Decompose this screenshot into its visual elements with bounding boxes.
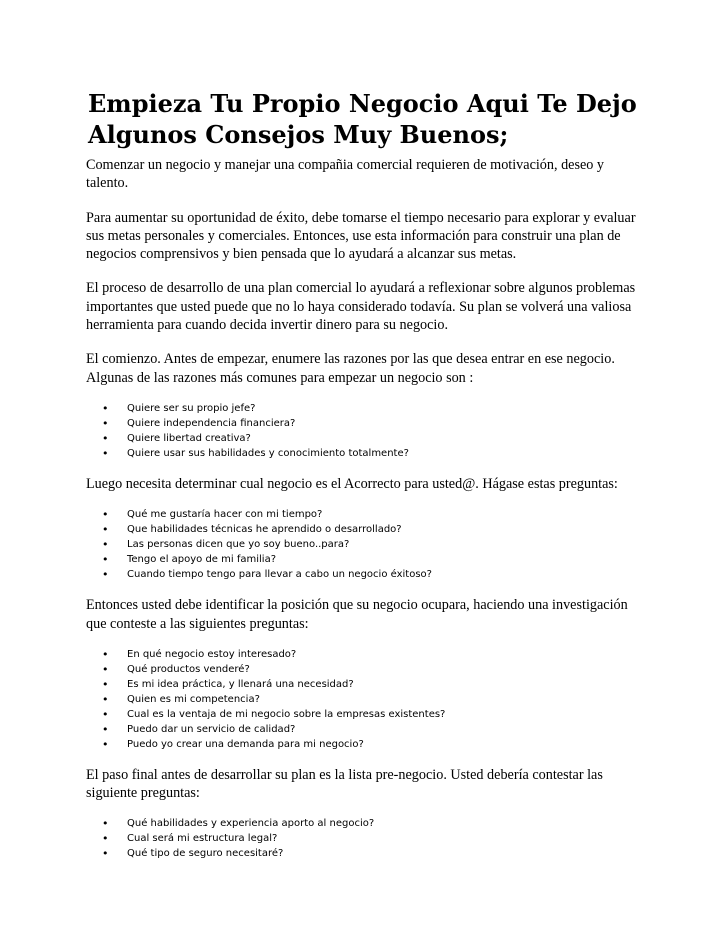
list-item bbox=[100, 401, 648, 416]
paragraph: Para aumentar su oportunidad de éxito, debe tomarse el tiempo necesario para explorar y evaluar sus metas personales y comerciales. Entonces, use esta información para construir una plan de negocios comprensivos y bien pensada que lo ayudará a alcanzar sus metas. bbox=[86, 209, 636, 263]
document-sections bbox=[86, 156, 648, 861]
paragraph: El paso final antes de desarrollar su plan es la lista pre-negocio. Usted debería contestar las siguiente preguntas: bbox=[86, 766, 603, 802]
list-item bbox=[100, 552, 648, 567]
bullet-icon: • bbox=[102, 568, 109, 582]
bullet-list bbox=[86, 816, 648, 861]
paragraph: El comienzo. Antes de empezar, enumere las razones por las que desea entrar en ese negocio. Algunas de las razones más comunes para empezar un negocio son : bbox=[86, 351, 615, 386]
bullet-icon: • bbox=[102, 431, 109, 445]
list-item-text: Quien es mi competencia? bbox=[127, 693, 260, 705]
list-item bbox=[100, 662, 648, 677]
bullet-icon: • bbox=[102, 722, 109, 736]
bullet-icon: • bbox=[102, 677, 109, 691]
list-item-text: Qué productos venderé? bbox=[127, 663, 250, 675]
list-item-text: Quiere ser su propio jefe? bbox=[127, 402, 256, 414]
list-item-text: Puedo dar un servicio de calidad? bbox=[127, 723, 296, 735]
list-item-text: Cual es la ventaja de mi negocio sobre la empresas existentes? bbox=[127, 708, 446, 720]
bullet-icon: • bbox=[102, 707, 109, 721]
bullet-list bbox=[86, 401, 648, 461]
list-item bbox=[100, 692, 648, 707]
list-item bbox=[100, 831, 648, 846]
list-item-text: Las personas dicen que yo soy bueno..para? bbox=[127, 539, 350, 551]
bullet-icon: • bbox=[102, 647, 109, 661]
paragraph: Comenzar un negocio y manejar una compañia comercial requieren de motivación, deseo y talento. bbox=[86, 157, 605, 192]
bullet-list bbox=[86, 647, 648, 752]
bullet-icon: • bbox=[102, 416, 109, 430]
list-item-text: Quiere libertad creativa? bbox=[127, 432, 251, 444]
bullet-icon: • bbox=[102, 538, 109, 552]
list-item-text: Puedo yo crear una demanda para mi negocio? bbox=[127, 738, 364, 750]
paragraph: El proceso de desarrollo de una plan comercial lo ayudará a reflexionar sobre algunos problemas importantes que usted puede que no lo haya considerado todavía. Su plan se volverá una valiosa herramienta para cuando decida invertir dinero para su negocio. bbox=[86, 280, 636, 334]
list-item bbox=[100, 722, 648, 737]
list-item-text: Qué me gustaría hacer con mi tiempo? bbox=[127, 509, 323, 521]
list-item-text: Es mi idea práctica, y llenará una necesidad? bbox=[127, 678, 354, 690]
list-item-text: Tengo el apoyo de mi familia? bbox=[127, 554, 276, 566]
bullet-icon: • bbox=[102, 847, 109, 861]
list-item bbox=[100, 522, 648, 537]
list-item-text: En qué negocio estoy interesado? bbox=[127, 648, 297, 660]
bullet-icon: • bbox=[102, 692, 109, 706]
list-item bbox=[100, 707, 648, 722]
list-item bbox=[100, 846, 648, 861]
list-item-text: Qué habilidades y experiencia aporto al negocio? bbox=[127, 818, 375, 830]
list-item bbox=[100, 567, 648, 582]
bullet-icon: • bbox=[102, 523, 109, 537]
paragraph: Entonces usted debe identificar la posición que su negocio ocupara, haciendo una investigación que conteste a las siguientes preguntas: bbox=[86, 597, 628, 632]
list-item bbox=[100, 677, 648, 692]
bullet-icon: • bbox=[102, 737, 109, 751]
bullet-icon: • bbox=[102, 662, 109, 676]
list-item bbox=[100, 647, 648, 662]
list-item bbox=[100, 816, 648, 831]
list-item-text: Cual será mi estructura legal? bbox=[127, 833, 278, 845]
list-item-text: Quiere independencia financiera? bbox=[127, 417, 296, 429]
list-item-text: Que habilidades técnicas he aprendido o desarrollado? bbox=[127, 524, 402, 536]
bullet-icon: • bbox=[102, 817, 109, 831]
list-item bbox=[100, 537, 648, 552]
list-item-text: Cuando tiempo tengo para llevar a cabo un negocio éxitoso? bbox=[127, 569, 432, 581]
document-body bbox=[86, 88, 648, 875]
bullet-icon: • bbox=[102, 508, 109, 522]
bullet-icon: • bbox=[102, 401, 109, 415]
bullet-icon: • bbox=[102, 446, 109, 460]
list-item bbox=[100, 507, 648, 522]
list-item bbox=[100, 431, 648, 446]
list-item-text: Qué tipo de seguro necesitaré? bbox=[127, 848, 284, 860]
list-item bbox=[100, 446, 648, 461]
bullet-icon: • bbox=[102, 832, 109, 846]
list-item bbox=[100, 737, 648, 752]
list-item-text: Quiere usar sus habilidades y conocimiento totalmente? bbox=[127, 447, 409, 459]
bullet-icon: • bbox=[102, 553, 109, 567]
bullet-list bbox=[86, 507, 648, 582]
list-item bbox=[100, 416, 648, 431]
document-title: Empieza Tu Propio Negocio Aqui Te Dejo Algunos Consejos Muy Buenos; bbox=[88, 89, 637, 149]
paragraph: Luego necesita determinar cual negocio es el Acorrecto para usted@. Hágase estas preguntas: bbox=[86, 475, 618, 492]
